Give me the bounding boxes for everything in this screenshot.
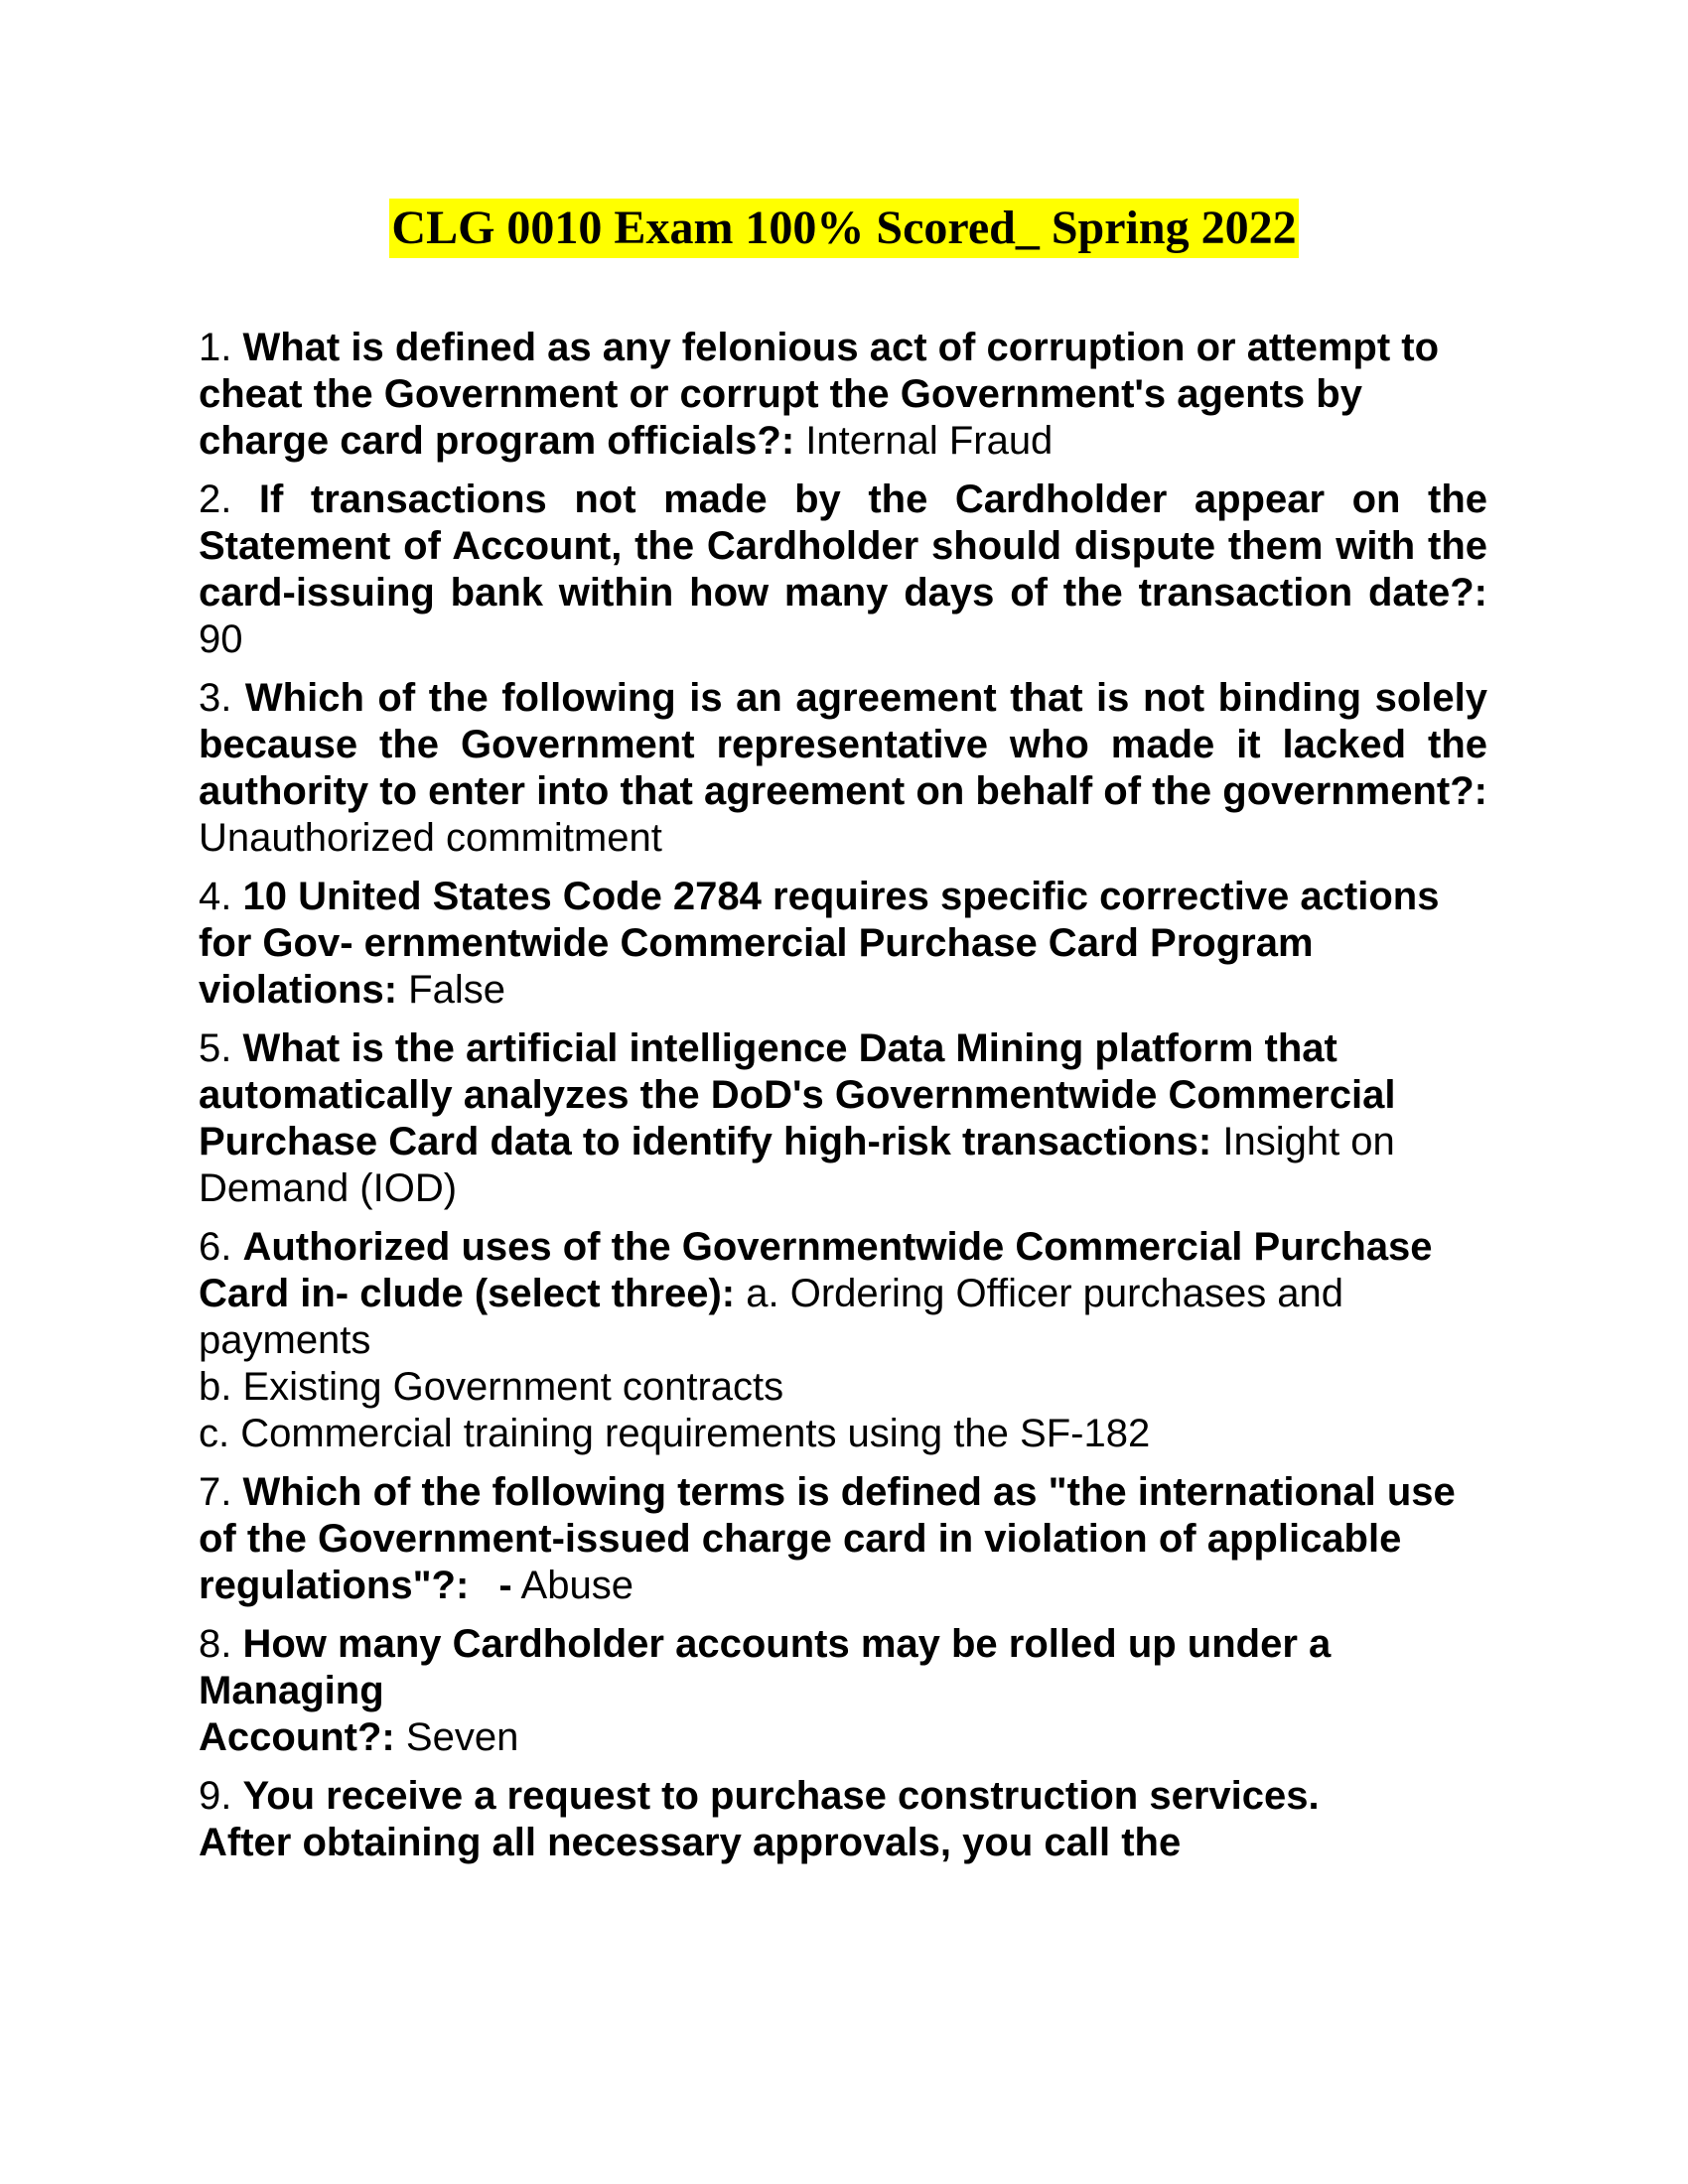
question-number: 3. [199, 676, 232, 720]
question-text-line2: Account?: [199, 1715, 395, 1759]
answer-text: False [408, 968, 505, 1012]
question-number: 5. [199, 1026, 232, 1070]
question-number: 1. [199, 326, 232, 369]
question-number: 8. [199, 1622, 232, 1666]
question-item-1 [199, 325, 1487, 465]
question-item-2 [199, 477, 1487, 663]
question-text: Authorized uses of the Governmentwide Commercial Purchase Card in- clude (select three): [199, 1225, 1433, 1315]
question-item-3 [199, 675, 1487, 862]
question-text: Which of the following is an agreement that is not binding solely because the Government representative who made it lacked the authority to enter into that agreement on behalf of the government?: [199, 676, 1487, 813]
question-number: 6. [199, 1225, 232, 1269]
answer-option-b: b. Existing Government contracts [199, 1365, 784, 1409]
answer-text: Abuse [520, 1564, 633, 1607]
question-text: Which of the following terms is defined as "the international use of the Government-issued charge card in violation of applicable regulations"?: [199, 1470, 1456, 1607]
answer-text: Unauthorized commitment [199, 816, 662, 860]
question-number: 4. [199, 875, 232, 918]
question-text-line2: After obtaining all necessary approvals, you call the [199, 1821, 1182, 1864]
question-item-7 [199, 1469, 1487, 1609]
question-text: What is the artificial intelligence Data Mining platform that automatically analyzes the DoD's Governmentwide Commercial Purchase Card data to identify high-risk transactions: [199, 1026, 1396, 1163]
question-item-5 [199, 1025, 1487, 1212]
question-item-4 [199, 874, 1487, 1014]
question-item-9 [199, 1773, 1487, 1866]
page-title: CLG 0010 Exam 100% Scored_ Spring 2022 [389, 199, 1298, 258]
answer-dash: - [498, 1564, 512, 1607]
answer-text: Seven [405, 1715, 519, 1759]
answer-text: 90 [199, 617, 243, 661]
question-item-6 [199, 1224, 1487, 1457]
question-list [199, 325, 1487, 1878]
title-wrap [0, 199, 1688, 258]
question-text-line1: How many Cardholder accounts may be rolled up under a Managing [199, 1622, 1332, 1712]
answer-option-c: c. Commercial training requirements using the SF-182 [199, 1412, 1151, 1455]
answer-text: Internal Fraud [805, 419, 1054, 463]
question-number: 9. [199, 1774, 232, 1818]
question-item-8 [199, 1621, 1487, 1761]
question-number: 2. [199, 478, 232, 521]
question-text-line1: You receive a request to purchase construction services. [242, 1774, 1320, 1818]
question-number: 7. [199, 1470, 232, 1514]
question-text: 10 United States Code 2784 requires specific corrective actions for Gov- ernmentwide Commercial Purchase Card Program violations: [199, 875, 1440, 1012]
question-text: What is defined as any felonious act of corruption or attempt to cheat the Government or corrupt the Government's agents by charge card program officials?: [199, 326, 1440, 463]
answer-option-a: a. Ordering Officer purchases and payments [199, 1272, 1344, 1362]
question-text: If transactions not made by the Cardholder appear on the Statement of Account, the Cardholder should dispute them with the card-issuing bank within how many days of the transaction date?: [199, 478, 1487, 614]
answer-text: Insight on Demand (IOD) [199, 1120, 1395, 1210]
